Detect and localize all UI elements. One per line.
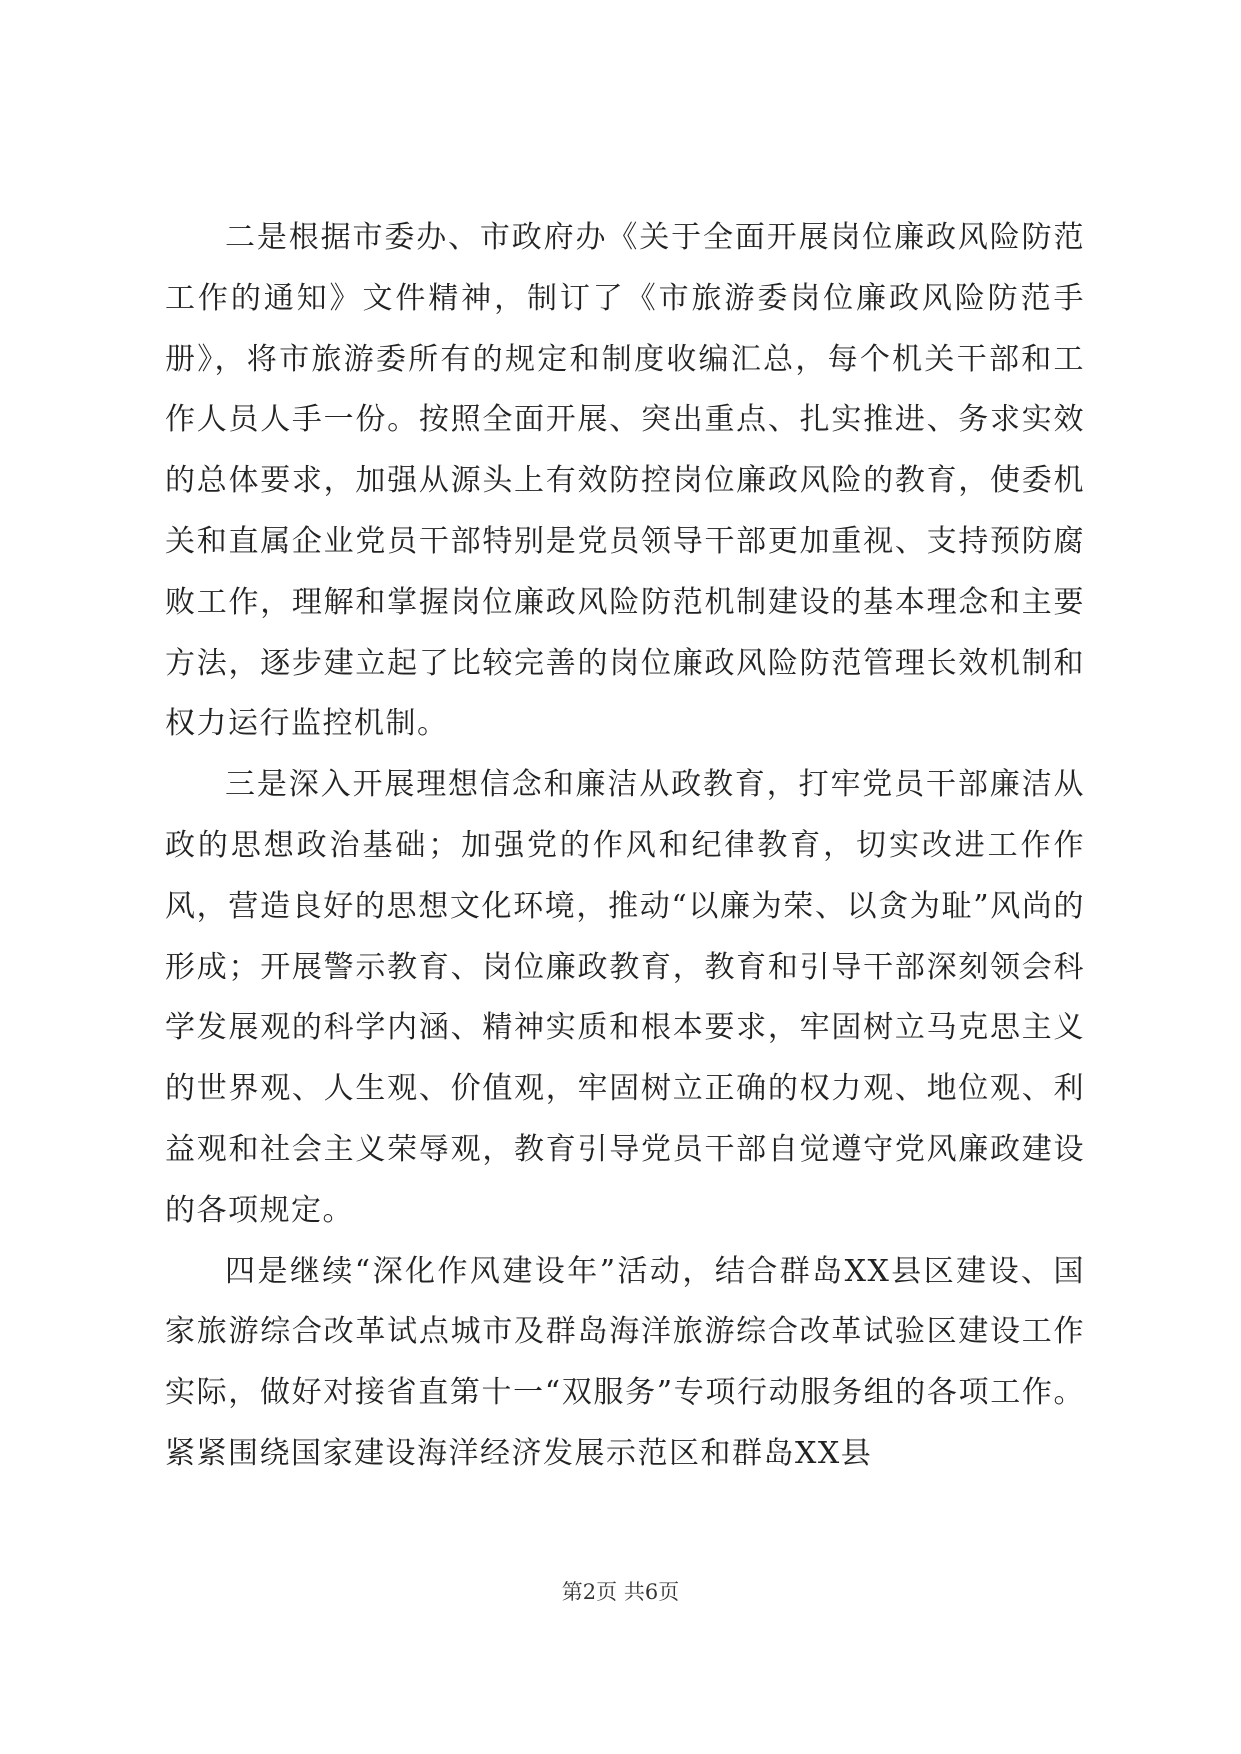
- document-body: [165, 208, 1085, 1485]
- paragraph-4: 四是继续“深化作风建设年”活动，结合群岛XX县区建设、国家旅游综合改革试点城市及群岛海洋旅游综合改革试验区建设工作实际，做好对接省直第十一“双服务”专项行动服务组的各项工作。紧紧围绕国家建设海洋经济发展示范区和群岛XX县: [165, 1253, 1085, 1471]
- paragraph-3: 三是深入开展理想信念和廉洁从政教育，打牢党员干部廉洁从政的思想政治基础；加强党的作风和纪律教育，切实改进工作作风，营造良好的思想文化环境，推动“以廉为荣、以贪为耻”风尚的形成；开展警示教育、岗位廉政教育，教育和引导干部深刻领会科学发展观的科学内涵、精神实质和根本要求，牢固树立马克思主义的世界观、人生观、价值观，牢固树立正确的权力观、地位观、利益观和社会主义荣辱观，教育引导党员干部自觉遵守党风廉政建设的各项规定。: [165, 767, 1085, 1228]
- paragraph-2: 二是根据市委办、市政府办《关于全面开展岗位廉政风险防范工作的通知》文件精神，制订了《市旅游委岗位廉政风险防范手册》，将市旅游委所有的规定和制度收编汇总，每个机关干部和工作人员人手一份。按照全面开展、突出重点、扎实推进、务求实效的总体要求，加强从源头上有效防控岗位廉政风险的教育，使委机关和直属企业党员干部特别是党员领导干部更加重视、支持预防腐败工作，理解和掌握岗位廉政风险防范机制建设的基本理念和主要方法，逐步建立起了比较完善的岗位廉政风险防范管理长效机制和权力运行监控机制。: [165, 220, 1085, 742]
- page-footer: 第2页 共6页: [561, 1580, 680, 1604]
